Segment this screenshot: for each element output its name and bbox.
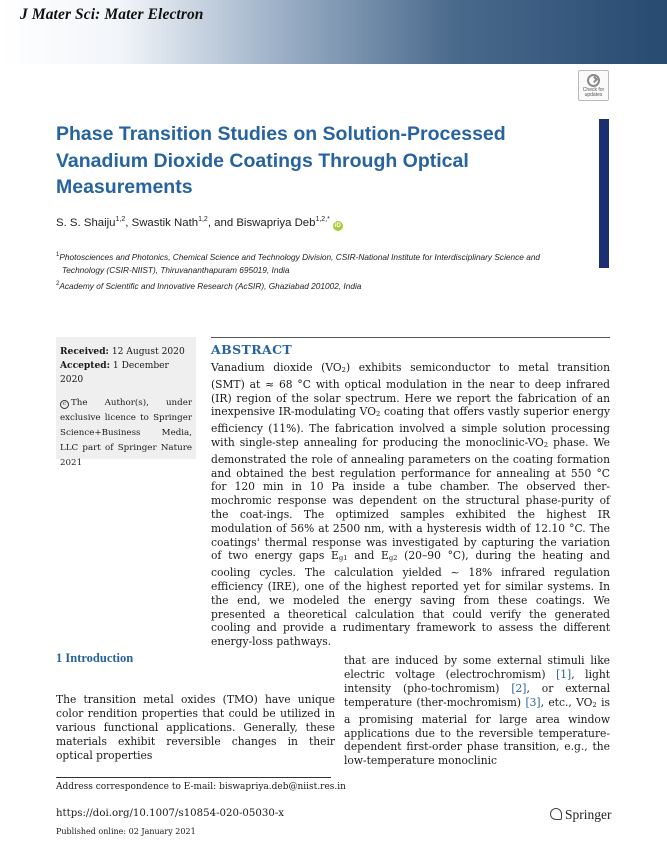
author-affiliation-marker: 1,2 <box>115 216 126 223</box>
affiliation-2 <box>56 278 601 293</box>
abstract-segment: phase. We demonstrated the role of annealing parameters on the coating formation and obtained the best regulation performance for annealing at 550 °C for 120 min in 10 Pa inside a tube chamber. The observed ther-mochromic response was dependent on the structural phase-purity of the coat-ings. The optimized samples exhibited the highest IR modulation of 56% at 2500 nm, with a hysteresis width of 12.10 °C. The coatings' thermal response was investigated by capturing the variation of two energy gaps E <box>211 435 610 563</box>
abstract-text <box>211 361 610 649</box>
introduction-heading: 1 Introduction <box>56 651 134 665</box>
affiliation-text: Photosciences and Photonics, Chemical Science and Technology Division, CSIR-National Institute for Interdisciplinary Science and <box>59 252 541 262</box>
article-title: Phase Transition Studies on Solution-Processed Vanadium Dioxide Coatings Through Optical Measurements <box>56 123 506 198</box>
affiliation-1 <box>56 249 601 278</box>
body-segment: , etc., VO <box>540 695 593 709</box>
body-segment: that are induced by some external stimuli like electric voltage (electrochromism) <box>344 654 610 681</box>
abstract-segment: Vanadium dioxide (VO <box>211 361 342 374</box>
abstract-segment: and E <box>347 549 389 563</box>
publisher-logo <box>550 807 612 823</box>
abstract-heading: ABSTRACT <box>211 342 293 357</box>
published-date: Published online: 02 January 2021 <box>56 827 196 836</box>
badge-line-2: updates <box>584 92 603 99</box>
received-label: Received: <box>60 346 109 357</box>
author-separator: , <box>125 217 132 229</box>
affiliation-number: 1 <box>56 252 60 258</box>
check-for-updates-badge[interactable] <box>578 70 609 101</box>
orcid-icon[interactable]: iD <box>334 223 341 229</box>
introduction-left-column: The transition metal oxides (TMO) have unique color rendition properties that could be utilized in various functional applications. Generally, these materials exhibit reversible changes in their optical properties <box>56 693 335 762</box>
received-line <box>60 345 192 359</box>
affiliations <box>56 249 601 293</box>
abstract-rule <box>211 337 610 338</box>
accepted-line <box>60 359 192 387</box>
abstract-segment: (20–90 °C), during the heating and cooling cycles. The calculation yielded ∼ 18% infrared regulation efficiency (IRE), one of the highest reported yet for similar systems. In the end, we modeled the energy saving from these coatings. We presented a theoretical calculation that could verify the generated cooling and provide a rudimentary framework to assess the different energy-loss pathways. <box>211 549 610 649</box>
publisher-name: Springer <box>565 807 612 822</box>
citation-link[interactable]: [1] <box>556 667 572 681</box>
badge-line-1: Check for <box>582 87 605 93</box>
author-list <box>56 216 343 231</box>
author-affiliation-marker: 1,2,* <box>315 216 330 223</box>
introduction-right-column <box>344 654 610 768</box>
license-text: The Author(s), under exclusive licence to Springer Science+Business Media, LLC part of Springer Nature 2021 <box>60 398 192 468</box>
license-notice <box>60 396 192 471</box>
title-accent-bar <box>599 119 609 268</box>
subscript-2: 2 <box>592 700 597 709</box>
refresh-icon <box>587 74 600 87</box>
affiliation-text: Academy of Scientific and Innovative Research (AcSIR), Ghaziabad 201002, India <box>59 280 362 291</box>
springer-horse-icon <box>550 808 562 820</box>
subscript-g2: g2 <box>388 554 398 563</box>
author-affiliation-marker: 1,2 <box>198 216 208 223</box>
citation-link[interactable]: [3] <box>525 695 541 709</box>
received-date: 12 August 2020 <box>111 347 185 357</box>
author-name[interactable]: Biswapriya Deb <box>236 217 316 229</box>
subscript-g1: g1 <box>338 554 348 563</box>
subscript-2: 2 <box>543 440 549 449</box>
journal-header-band <box>0 0 667 64</box>
article-info-box <box>56 337 196 468</box>
subscript-2: 2 <box>375 410 381 419</box>
copyright-icon: c <box>60 400 69 409</box>
affiliation-text-continued: Technology (CSIR-NIIST), Thiruvananthapuram 695019, India <box>62 265 290 276</box>
author-separator: , and <box>207 217 237 229</box>
abstract-segment: coating that offers vastly superior energy efficiency (11%). The fabrication involved a simple solution processing with single-step annealing for producing the monoclinic-VO <box>211 405 610 449</box>
correspondence-note[interactable]: Address correspondence to E-mail: biswapriya.deb@niist.res.in <box>56 782 346 792</box>
author-name[interactable]: Swastik Nath <box>131 217 199 229</box>
affiliation-number: 2 <box>56 280 60 287</box>
footnote-rule <box>56 777 331 778</box>
author-name[interactable]: S. S. Shaiju <box>56 217 116 229</box>
body-segment: , or external temperature (ther-mochromism) <box>344 681 610 709</box>
body-segment: is a promising material for large area window applications due to the reversible temperature-dependent first-order phase transition, e.g., the low-temperature monoclinic <box>344 695 610 768</box>
body-segment: , light intensity (pho-tochromism) <box>344 667 611 695</box>
subscript-2: 2 <box>341 366 346 374</box>
doi-link[interactable]: https://doi.org/10.1007/s10854-020-05030-x <box>56 808 285 819</box>
abstract-segment: ) exhibits semiconductor to metal transition (SMT) at ≈ 68 °C with optical modulation in the near to deep infrared (IR) region of the solar spectrum. Here we report the fabrication of an inexpensive IR-modulating VO <box>211 361 610 419</box>
journal-name: J Mater Sci: Mater Electron <box>20 6 204 23</box>
citation-link[interactable]: [2] <box>511 681 527 695</box>
accepted-date: 1 December 2020 <box>60 361 169 385</box>
accepted-label: Accepted: <box>60 360 110 371</box>
